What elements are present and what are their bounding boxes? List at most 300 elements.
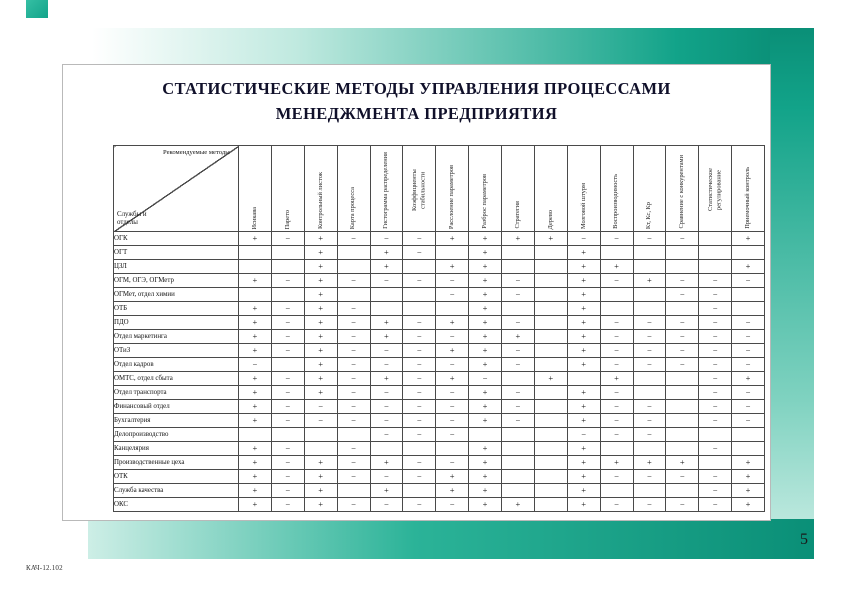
matrix-cell: − (436, 330, 469, 344)
method-column-header-label: Карта процесса (349, 186, 357, 229)
department-row-label: ОГТ (114, 246, 239, 260)
matrix-cell: + (239, 400, 272, 414)
table-row (114, 260, 765, 274)
decor-bar-right (770, 28, 814, 558)
matrix-cell: + (469, 414, 502, 428)
matrix-cell (600, 246, 633, 260)
matrix-cell: + (239, 414, 272, 428)
matrix-cell: − (469, 372, 502, 386)
corner-methods-label: Рекомендуемые методы (163, 149, 230, 156)
matrix-cell (403, 484, 436, 498)
matrix-cell: + (666, 456, 699, 470)
matrix-cell (271, 428, 304, 442)
matrix-cell (239, 246, 272, 260)
matrix-cell: − (732, 386, 765, 400)
matrix-cell: + (436, 372, 469, 386)
matrix-cell (436, 302, 469, 316)
matrix-cell (699, 232, 732, 246)
slide-title-line2: МЕНЕДЖМЕНТА ПРЕДПРИЯТИЯ (275, 103, 558, 123)
matrix-cell: + (502, 330, 535, 344)
matrix-cell (534, 274, 567, 288)
matrix-cell (699, 428, 732, 442)
matrix-cell: − (699, 442, 732, 456)
matrix-cell: + (436, 470, 469, 484)
matrix-cell: − (567, 428, 600, 442)
matrix-cell (600, 288, 633, 302)
matrix-cell: + (600, 372, 633, 386)
matrix-cell (666, 302, 699, 316)
method-column-header-label: Исикава (250, 206, 258, 229)
matrix-cell: + (469, 470, 502, 484)
matrix-cell (633, 260, 666, 274)
matrix-cell (534, 288, 567, 302)
matrix-cell: + (239, 372, 272, 386)
matrix-cell (534, 246, 567, 260)
corner-departments-label: Службы и отделы (117, 210, 147, 227)
matrix-cell (403, 442, 436, 456)
matrix-cell: − (502, 386, 535, 400)
matrix-cell: − (337, 372, 370, 386)
matrix-cell (502, 372, 535, 386)
corner-cell (114, 146, 239, 232)
matrix-cell (732, 302, 765, 316)
matrix-cell: + (567, 470, 600, 484)
matrix-cell (534, 498, 567, 512)
matrix-cell (534, 358, 567, 372)
matrix-cell: + (567, 414, 600, 428)
matrix-cell: − (403, 414, 436, 428)
matrix-cell (534, 470, 567, 484)
matrix-cell (502, 260, 535, 274)
matrix-cell: − (337, 400, 370, 414)
matrix-cell (469, 428, 502, 442)
department-row-label: Отдел кадров (114, 358, 239, 372)
table-row (114, 400, 765, 414)
department-row-label: Бухгалтерия (114, 414, 239, 428)
matrix-cell: + (370, 316, 403, 330)
matrix-cell: − (337, 232, 370, 246)
matrix-cell (600, 302, 633, 316)
method-column-header (732, 146, 765, 232)
department-row-label: Канцелярия (114, 442, 239, 456)
matrix-cell: − (403, 274, 436, 288)
matrix-cell: + (732, 456, 765, 470)
matrix-cell (502, 470, 535, 484)
matrix-cell: + (304, 470, 337, 484)
method-column-header (633, 146, 666, 232)
matrix-cell: − (666, 344, 699, 358)
matrix-cell: − (436, 358, 469, 372)
table-row (114, 470, 765, 484)
method-column-header (699, 146, 732, 232)
matrix-cell: − (337, 386, 370, 400)
matrix-cell: − (666, 232, 699, 246)
matrix-cell: + (469, 260, 502, 274)
matrix-cell (699, 456, 732, 470)
matrix-cell (666, 246, 699, 260)
matrix-cell: − (271, 400, 304, 414)
matrix-cell (534, 344, 567, 358)
matrix-cell: − (271, 232, 304, 246)
matrix-cell: + (732, 372, 765, 386)
method-column-header (271, 146, 304, 232)
method-column-header-label: Статистическое регулирование (706, 168, 723, 212)
matrix-cell (502, 428, 535, 442)
matrix-cell: + (567, 246, 600, 260)
matrix-cell: + (436, 260, 469, 274)
matrix-cell (502, 302, 535, 316)
matrix-cell: − (732, 274, 765, 288)
matrix-cell: − (271, 302, 304, 316)
matrix-cell: − (337, 302, 370, 316)
matrix-cell: + (304, 386, 337, 400)
decor-square-top-left (26, 0, 48, 18)
matrix-cell: − (502, 288, 535, 302)
matrix-cell: + (469, 246, 502, 260)
matrix-cell: + (732, 260, 765, 274)
matrix-cell: − (666, 316, 699, 330)
matrix-cell: + (469, 344, 502, 358)
matrix-cell: − (600, 330, 633, 344)
department-row-label: ОГК (114, 232, 239, 246)
matrix-cell: + (239, 302, 272, 316)
matrix-cell (732, 246, 765, 260)
matrix-cell: − (699, 484, 732, 498)
matrix-cell: − (436, 386, 469, 400)
method-column-header-label: Гистограмма распределения (382, 152, 390, 229)
matrix-cell: + (304, 344, 337, 358)
matrix-cell (337, 288, 370, 302)
matrix-cell: − (600, 386, 633, 400)
method-column-header (403, 146, 436, 232)
table-row (114, 232, 765, 246)
matrix-cell (567, 372, 600, 386)
matrix-cell: + (239, 386, 272, 400)
matrix-cell: − (370, 470, 403, 484)
method-column-header-label: Стратегия (513, 201, 521, 229)
matrix-cell (436, 442, 469, 456)
department-row-label: ОГМ, ОГЭ, ОГМетр (114, 274, 239, 288)
matrix-cell (502, 246, 535, 260)
method-column-header (304, 146, 337, 232)
slide-title (63, 77, 770, 127)
matrix-cell: − (567, 232, 600, 246)
matrix-cell: − (271, 414, 304, 428)
matrix-cell: − (600, 274, 633, 288)
matrix-cell: + (567, 456, 600, 470)
matrix-cell (666, 386, 699, 400)
matrix-cell (370, 302, 403, 316)
method-column-header-label: Воспроизводимость (612, 174, 620, 229)
matrix-cell (534, 260, 567, 274)
matrix-cell: − (436, 456, 469, 470)
method-column-header-label: Разброс параметров (480, 174, 488, 229)
matrix-cell: + (304, 232, 337, 246)
matrix-cell: − (436, 498, 469, 512)
matrix-cell: − (633, 498, 666, 512)
matrix-cell: − (633, 358, 666, 372)
matrix-cell: − (699, 400, 732, 414)
matrix-cell (534, 428, 567, 442)
decor-bar-bottom (88, 519, 814, 559)
matrix-cell (633, 386, 666, 400)
matrix-cell: − (403, 232, 436, 246)
matrix-cell: + (304, 372, 337, 386)
matrix-cell: − (271, 316, 304, 330)
matrix-cell: − (732, 344, 765, 358)
matrix-cell (337, 260, 370, 274)
table-row (114, 442, 765, 456)
matrix-cell: − (370, 386, 403, 400)
matrix-cell: − (370, 428, 403, 442)
matrix-cell: + (239, 330, 272, 344)
matrix-cell (403, 302, 436, 316)
matrix-cell (502, 456, 535, 470)
matrix-cell (633, 246, 666, 260)
matrix-cell: − (271, 470, 304, 484)
matrix-cell: − (633, 232, 666, 246)
matrix-cell (271, 260, 304, 274)
matrix-cell: + (469, 274, 502, 288)
matrix-cell: − (732, 316, 765, 330)
method-column-header (534, 146, 567, 232)
matrix-cell: − (732, 400, 765, 414)
matrix-cell (666, 484, 699, 498)
department-row-label: ОТиЗ (114, 344, 239, 358)
matrix-cell: − (699, 274, 732, 288)
method-column-header-label: Приемочный контроль (743, 167, 751, 229)
matrix-cell: − (633, 414, 666, 428)
matrix-cell: + (469, 302, 502, 316)
matrix-cell: − (403, 400, 436, 414)
matrix-cell (732, 442, 765, 456)
matrix-cell: − (403, 358, 436, 372)
matrix-cell: − (699, 302, 732, 316)
matrix-cell (633, 442, 666, 456)
matrix-cell (699, 260, 732, 274)
matrix-cell: + (469, 442, 502, 456)
matrix-cell: + (567, 344, 600, 358)
matrix-cell (633, 288, 666, 302)
matrix-cell (534, 316, 567, 330)
department-row-label: Производственные цеха (114, 456, 239, 470)
method-column-header (567, 146, 600, 232)
slide-title-line1: СТАТИСТИЧЕСКИЕ МЕТОДЫ УПРАВЛЕНИЯ ПРОЦЕССАМИ (162, 79, 671, 98)
matrix-cell: + (304, 358, 337, 372)
matrix-cell: − (337, 344, 370, 358)
matrix-cell: − (370, 498, 403, 512)
matrix-cell: − (732, 414, 765, 428)
matrix-cell: + (502, 232, 535, 246)
matrix-cell (436, 246, 469, 260)
matrix-cell: + (469, 456, 502, 470)
matrix-cell (732, 428, 765, 442)
matrix-cell: − (600, 316, 633, 330)
matrix-cell (666, 428, 699, 442)
page-number: 5 (800, 531, 808, 548)
matrix-cell: + (567, 274, 600, 288)
matrix-cell: − (633, 330, 666, 344)
matrix-cell: − (271, 386, 304, 400)
matrix-cell: + (600, 456, 633, 470)
matrix-cell: − (699, 358, 732, 372)
matrix-cell (633, 372, 666, 386)
matrix-cell: + (567, 288, 600, 302)
slide-content-panel (62, 64, 771, 521)
matrix-cell (534, 386, 567, 400)
matrix-cell: + (567, 386, 600, 400)
matrix-cell: − (337, 470, 370, 484)
matrix-cell: − (600, 498, 633, 512)
matrix-cell: + (239, 470, 272, 484)
matrix-cell: + (600, 260, 633, 274)
matrix-cell: + (469, 288, 502, 302)
matrix-cell (304, 442, 337, 456)
matrix-cell: − (600, 358, 633, 372)
method-column-header (469, 146, 502, 232)
table-row (114, 316, 765, 330)
department-row-label: Отдел маркетинга (114, 330, 239, 344)
matrix-cell: − (370, 400, 403, 414)
matrix-cell (271, 246, 304, 260)
matrix-cell: − (633, 428, 666, 442)
matrix-cell: − (502, 400, 535, 414)
method-column-header (337, 146, 370, 232)
matrix-cell (534, 442, 567, 456)
matrix-cell: + (304, 246, 337, 260)
matrix-cell: − (271, 442, 304, 456)
matrix-cell: + (304, 316, 337, 330)
matrix-cell: − (633, 400, 666, 414)
matrix-cell: + (567, 316, 600, 330)
matrix-cell: − (699, 414, 732, 428)
matrix-cell: + (732, 470, 765, 484)
matrix-cell: − (666, 498, 699, 512)
matrix-cell: − (600, 400, 633, 414)
method-column-header-label: Коэффициенты стабильности (410, 169, 427, 211)
matrix-cell: − (304, 414, 337, 428)
matrix-cell: + (239, 498, 272, 512)
matrix-cell: − (337, 442, 370, 456)
matrix-cell: + (534, 372, 567, 386)
matrix-cell (403, 288, 436, 302)
matrix-cell: + (567, 442, 600, 456)
matrix-cell (600, 484, 633, 498)
matrix-cell (666, 260, 699, 274)
method-column-header (666, 146, 699, 232)
matrix-cell: − (502, 414, 535, 428)
matrix-cell: − (633, 470, 666, 484)
department-row-label: ОМТС, отдел сбыта (114, 372, 239, 386)
matrix-cell (370, 442, 403, 456)
matrix-cell: + (732, 232, 765, 246)
table-row (114, 414, 765, 428)
matrix-cell (271, 288, 304, 302)
matrix-cell: − (370, 274, 403, 288)
matrix-cell (534, 414, 567, 428)
matrix-cell (502, 442, 535, 456)
matrix-cell: − (600, 470, 633, 484)
document-code: КАЧ-12.102 (26, 564, 63, 572)
matrix-cell (239, 428, 272, 442)
department-row-label: ПДО (114, 316, 239, 330)
table-row (114, 428, 765, 442)
matrix-cell: − (337, 316, 370, 330)
matrix-cell (600, 442, 633, 456)
method-column-header-label: Кт, Кс, Кр (645, 201, 653, 229)
table-row (114, 330, 765, 344)
table-row (114, 372, 765, 386)
matrix-cell: + (436, 484, 469, 498)
matrix-cell: + (239, 274, 272, 288)
matrix-cell: + (239, 456, 272, 470)
matrix-cell: − (666, 274, 699, 288)
method-column-header-label: Расслоение параметров (448, 164, 456, 229)
matrix-cell: + (469, 358, 502, 372)
matrix-cell: − (699, 288, 732, 302)
matrix-cell (699, 246, 732, 260)
method-column-header-label: Парето (283, 209, 291, 229)
matrix-cell (403, 260, 436, 274)
matrix-cell: − (600, 428, 633, 442)
matrix-cell (337, 246, 370, 260)
method-column-header (502, 146, 535, 232)
matrix-cell (534, 330, 567, 344)
matrix-cell (633, 484, 666, 498)
matrix-cell (666, 400, 699, 414)
matrix-cell: − (600, 232, 633, 246)
matrix-cell: − (271, 456, 304, 470)
method-column-header-label: Контрольный листок (316, 171, 324, 229)
matrix-cell (534, 484, 567, 498)
matrix-cell: − (403, 470, 436, 484)
matrix-cell: − (370, 232, 403, 246)
matrix-cell (337, 428, 370, 442)
matrix-cell: − (403, 246, 436, 260)
matrix-cell (502, 484, 535, 498)
matrix-cell: + (567, 330, 600, 344)
department-row-label: Служба качества (114, 484, 239, 498)
matrix-cell: − (337, 456, 370, 470)
matrix-cell (271, 358, 304, 372)
matrix-cell: + (732, 484, 765, 498)
table-row (114, 302, 765, 316)
matrix-cell: − (699, 498, 732, 512)
matrix-cell: − (666, 470, 699, 484)
matrix-cell: − (600, 344, 633, 358)
matrix-cell: + (304, 484, 337, 498)
matrix-cell (534, 400, 567, 414)
method-column-header (239, 146, 272, 232)
matrix-cell (337, 484, 370, 498)
matrix-cell: + (469, 386, 502, 400)
matrix-cell: − (666, 288, 699, 302)
matrix-cell: − (699, 386, 732, 400)
matrix-cell: − (633, 344, 666, 358)
matrix-cell: − (337, 358, 370, 372)
decor-bar-top (92, 28, 780, 64)
matrix-cell: − (337, 414, 370, 428)
matrix-cell (534, 456, 567, 470)
matrix-cell: + (304, 260, 337, 274)
table-row (114, 498, 765, 512)
matrix-cell: + (304, 456, 337, 470)
matrix-cell: − (337, 274, 370, 288)
matrix-cell: − (436, 414, 469, 428)
matrix-cell (304, 428, 337, 442)
matrix-cell: − (699, 470, 732, 484)
matrix-cell: + (370, 260, 403, 274)
